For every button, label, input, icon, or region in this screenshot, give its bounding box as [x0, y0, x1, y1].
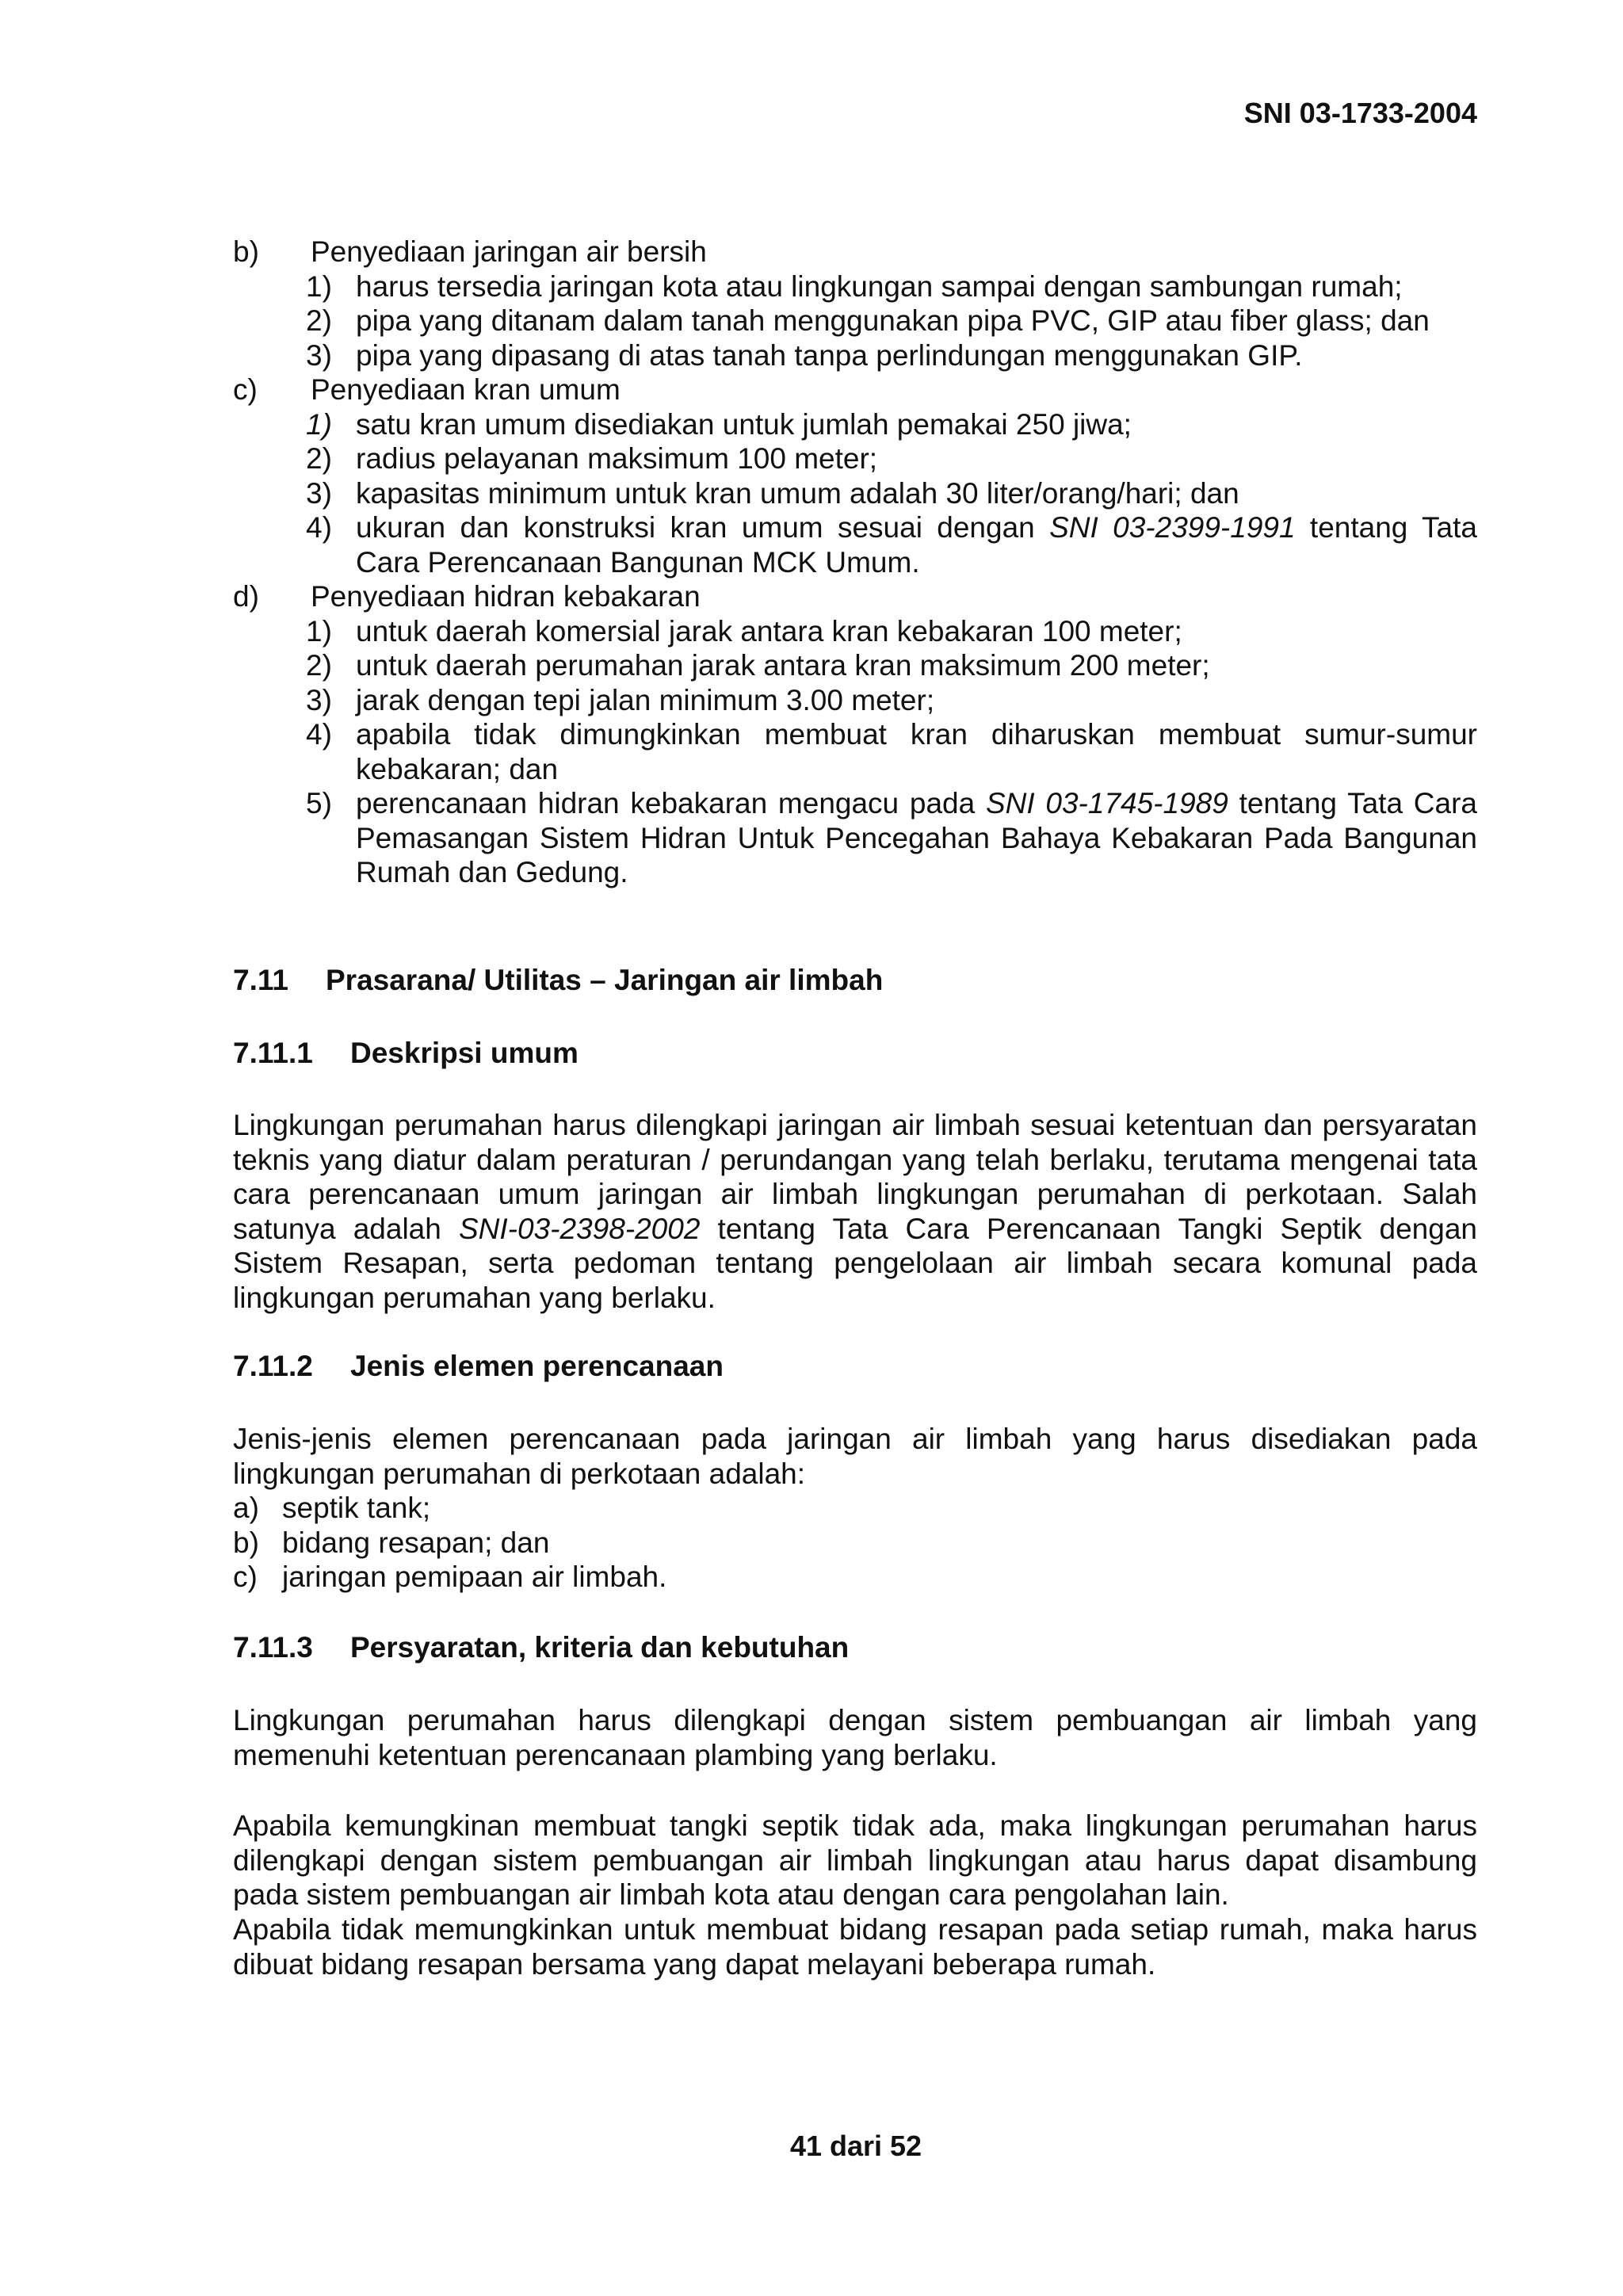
paragraph-persyaratan-2: Apabila kemungkinan membuat tangki septik tidak ada, maka lingkungan perumahan harus dilengkapi dengan sistem pembuangan air limbah lingkungan atau harus dapat disambung pada sistem pembuangan air limbah kota atau dengan cara pengolahan lain.: [233, 1809, 1477, 1911]
list-item: a) septik tank;: [233, 1492, 431, 1524]
list-item: b) bidang resapan; dan: [233, 1526, 550, 1559]
list-item: 1) satu kran umum disediakan untuk jumlah pemakai 250 jiwa;: [306, 407, 1132, 441]
page-number: 41 dari 52: [789, 2130, 922, 2162]
facility-lists: [233, 235, 1477, 890]
list-item: 5) perencanaan hidran kebakaran mengacu pada SNI 03-1745-1989 tentang Tata Cara Pemasangan Sistem Hidran Untuk Pencegahan Bahaya Kebakaran Pada Bangunan Rumah dan Gedung.: [306, 787, 1477, 888]
list-item: c) jaringan pemipaan air limbah.: [233, 1561, 667, 1593]
paragraph-persyaratan-1: Lingkungan perumahan harus dilengkapi dengan sistem pembuangan air limbah yang memenuhi ketentuan perencanaan plambing yang berlaku.: [233, 1704, 1477, 1771]
list-item: 3) kapasitas minimum untuk kran umum adalah 30 liter/orang/hari; dan: [306, 476, 1239, 510]
list-item: 4) ukuran dan konstruksi kran umum sesuai dengan SNI 03-2399-1991 tentang Tata Cara Perencanaan Bangunan MCK Umum.: [306, 511, 1477, 579]
list-item: 2) untuk daerah perumahan jarak antara kran maksimum 200 meter;: [306, 649, 1210, 682]
list-item: 2) radius pelayanan maksimum 100 meter;: [306, 442, 878, 475]
section-heading-7-11-1: 7.11.1 Deskripsi umum: [233, 1037, 579, 1069]
list-item: 3) jarak dengan tepi jalan minimum 3.00 meter;: [306, 683, 935, 716]
section-heading-7-11-3: 7.11.3 Persyaratan, kriteria dan kebutuhan: [233, 1631, 850, 1664]
list-item: 4) apabila tidak dimungkinkan membuat kran diharuskan membuat sumur-sumur kebakaran; dan: [306, 718, 1477, 785]
list-item: 1) untuk daerah komersial jarak antara kran kebakaran 100 meter;: [306, 614, 1182, 648]
sni-reference: SNI 03-2399-1991: [1049, 511, 1296, 544]
sni-reference: SNI 03-1745-1989: [985, 787, 1228, 819]
document-code: SNI 03-1733-2004: [1243, 97, 1477, 129]
list-d-heading: d) Penyediaan hidran kebakaran: [233, 580, 701, 613]
list-item: 3) pipa yang dipasang di atas tanah tanpa perlindungan menggunakan GIP.: [306, 338, 1303, 372]
paragraph-persyaratan-3: Apabila tidak memungkinkan untuk membuat bidang resapan pada setiap rumah, maka harus dibuat bidang resapan bersama yang dapat melayani beberapa rumah.: [233, 1913, 1477, 1981]
sni-reference: SNI-03-2398-2002: [458, 1212, 701, 1245]
list-item: 2) pipa yang ditanam dalam tanah menggunakan pipa PVC, GIP atau fiber glass; dan: [306, 304, 1430, 337]
section-heading-7-11-2: 7.11.2 Jenis elemen perencanaan: [233, 1350, 724, 1382]
list-b-heading: b) Penyediaan jaringan air bersih: [233, 235, 707, 268]
list-item: 1) harus tersedia jaringan kota atau lingkungan sampai dengan sambungan rumah;: [306, 269, 1403, 303]
jenis-elemen-block: [233, 1422, 1477, 1595]
paragraph-intro: Jenis-jenis elemen perencanaan pada jaringan air limbah yang harus disediakan pada lingkungan perumahan di perkotaan adalah:: [233, 1423, 1477, 1490]
paragraph-deskripsi: Lingkungan perumahan harus dilengkapi jaringan air limbah sesuai ketentuan dan persyaratan teknis yang diatur dalam peraturan / perundangan yang telah berlaku, terutama mengenai tata cara perencanaan umum jaringan air limbah lingkungan perumahan di perkotaan. Salah satunya adalah SNI-03-2398-2002 tentang Tata Cara Perencanaan Tangki Septik dengan Sistem Resapan, serta pedoman tentang pengelolaan air limbah secara komunal pada lingkungan perumahan yang berlaku.: [233, 1109, 1477, 1314]
list-c-heading: c) Penyediaan kran umum: [233, 373, 621, 406]
section-heading-7-11: 7.11 Prasarana/ Utilitas – Jaringan air limbah: [233, 964, 884, 996]
